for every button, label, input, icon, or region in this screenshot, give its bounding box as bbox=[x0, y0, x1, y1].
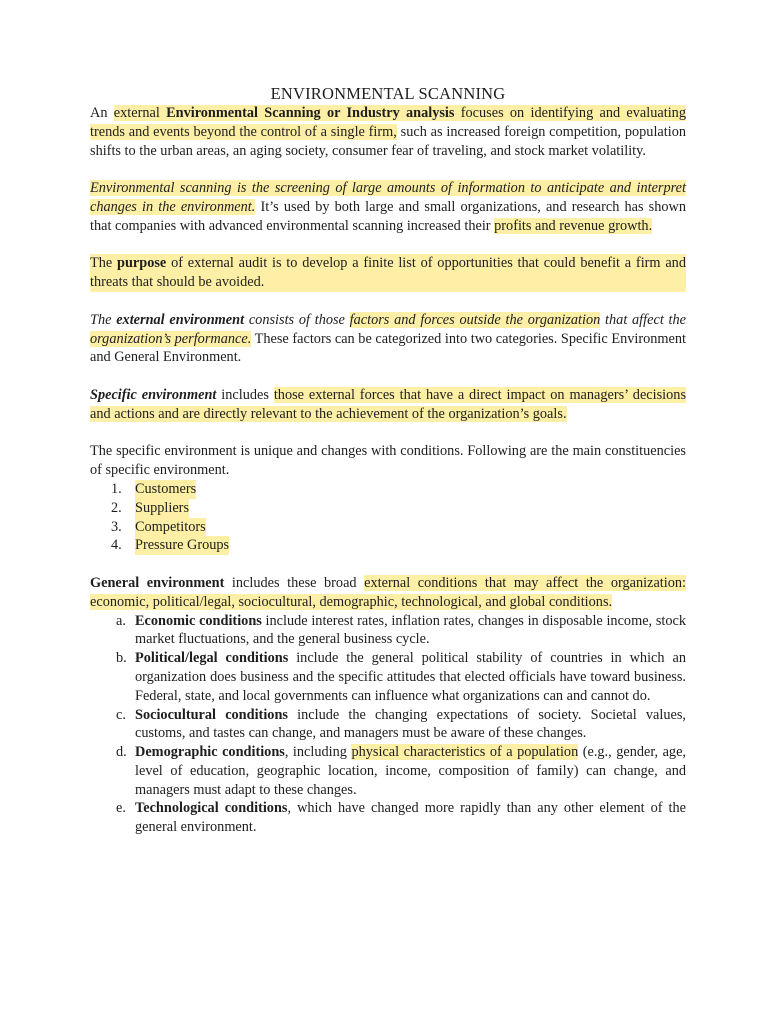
highlight: external conditions that may affect the organization: economic, political/legal, sociocultural, demographic, technological, and global conditions. bbox=[90, 574, 687, 610]
highlight: those external forces that have a direct impact on managers’ decisions and actions and are directly relevant to the achievement of the organization’s goals. bbox=[90, 386, 687, 422]
list-item: a. Economic conditions include interest rates, inflation rates, changes in disposable income, stock market fluctuations, and the general business cycle. bbox=[116, 612, 687, 648]
constituencies-list bbox=[90, 480, 686, 555]
paragraph-intro: An external Environmental Scanning or Industry analysis focuses on identifying and evaluating trends and events beyond the control of a single firm, such as increased foreign competition, population shifts to the urban areas, an aging society, consumer fear of traveling, and stock market volatility. bbox=[90, 105, 686, 159]
list-item: b. Political/legal conditions include the general political stability of countries in which an organization does business and the specific attitudes that elected officials have toward business. Federal, state, and local governments can influence what organizations can and cannot do. bbox=[116, 650, 686, 704]
highlight: Environmental scanning is the screening of large amounts of information to anticipate and interpret changes in the environment. bbox=[90, 180, 686, 215]
page-title: ENVIRONMENTAL SCANNING bbox=[270, 84, 506, 103]
conditions-list bbox=[90, 612, 686, 838]
paragraph-general-environment: General environment includes these broad external conditions that may affect the organization: economic, political/legal, sociocultural, demographic, technological, and global conditions. bbox=[90, 574, 687, 610]
highlight: profits and revenue growth. bbox=[494, 217, 653, 234]
list-item: d. Demographic conditions, including physical characteristics of a population (e.g., gender, age, level of education, geographic location, income, composition of family) can change, and managers must adapt to these changes. bbox=[116, 744, 687, 798]
paragraph-external-environment: The external environment consists of those factors and forces outside the organization that affect the organization’s performance. These factors can be categorized into two categories. Specific Environment and General Environment. bbox=[90, 311, 687, 366]
document-page bbox=[90, 84, 686, 837]
list-item: 4. Pressure Groups bbox=[111, 537, 230, 554]
paragraph-purpose: The purpose of external audit is to develop a finite list of opportunities that could benefit a firm and threats that should be avoided. bbox=[90, 255, 686, 291]
highlight: external Environmental Scanning or Industry analysis focuses on identifying and evaluating trends and events beyond the control of a single firm, bbox=[90, 105, 686, 140]
list-item: 1. Customers bbox=[111, 480, 197, 497]
paragraph-definition: Environmental scanning is the screening of large amounts of information to anticipate and interpret changes in the environment. It’s used by both large and small organizations, and research has shown that companies with advanced environmental scanning increased their profits and revenue growth. bbox=[90, 180, 687, 234]
list-item: 2. Suppliers bbox=[111, 499, 190, 516]
highlight: factors and forces outside the organization bbox=[349, 311, 601, 328]
paragraph-specific-environment: Specific environment includes those external forces that have a direct impact on managers’ decisions and actions and are directly relevant to the achievement of the organization’s goals. bbox=[90, 386, 687, 422]
highlight: organization’s performance. bbox=[90, 330, 252, 347]
highlight: physical characteristics of a population bbox=[351, 744, 579, 761]
list-item: e. Technological conditions, which have changed more rapidly than any other element of the general environment. bbox=[116, 800, 686, 836]
list-item: 3. Competitors bbox=[111, 518, 206, 535]
list-item: c. Sociocultural conditions include the changing expectations of society. Societal values, customs, and tastes can change, and managers must be aware of these changes. bbox=[116, 706, 686, 742]
paragraph-constituencies: The specific environment is unique and changes with conditions. Following are the main constituencies of specific environment. bbox=[90, 443, 686, 479]
